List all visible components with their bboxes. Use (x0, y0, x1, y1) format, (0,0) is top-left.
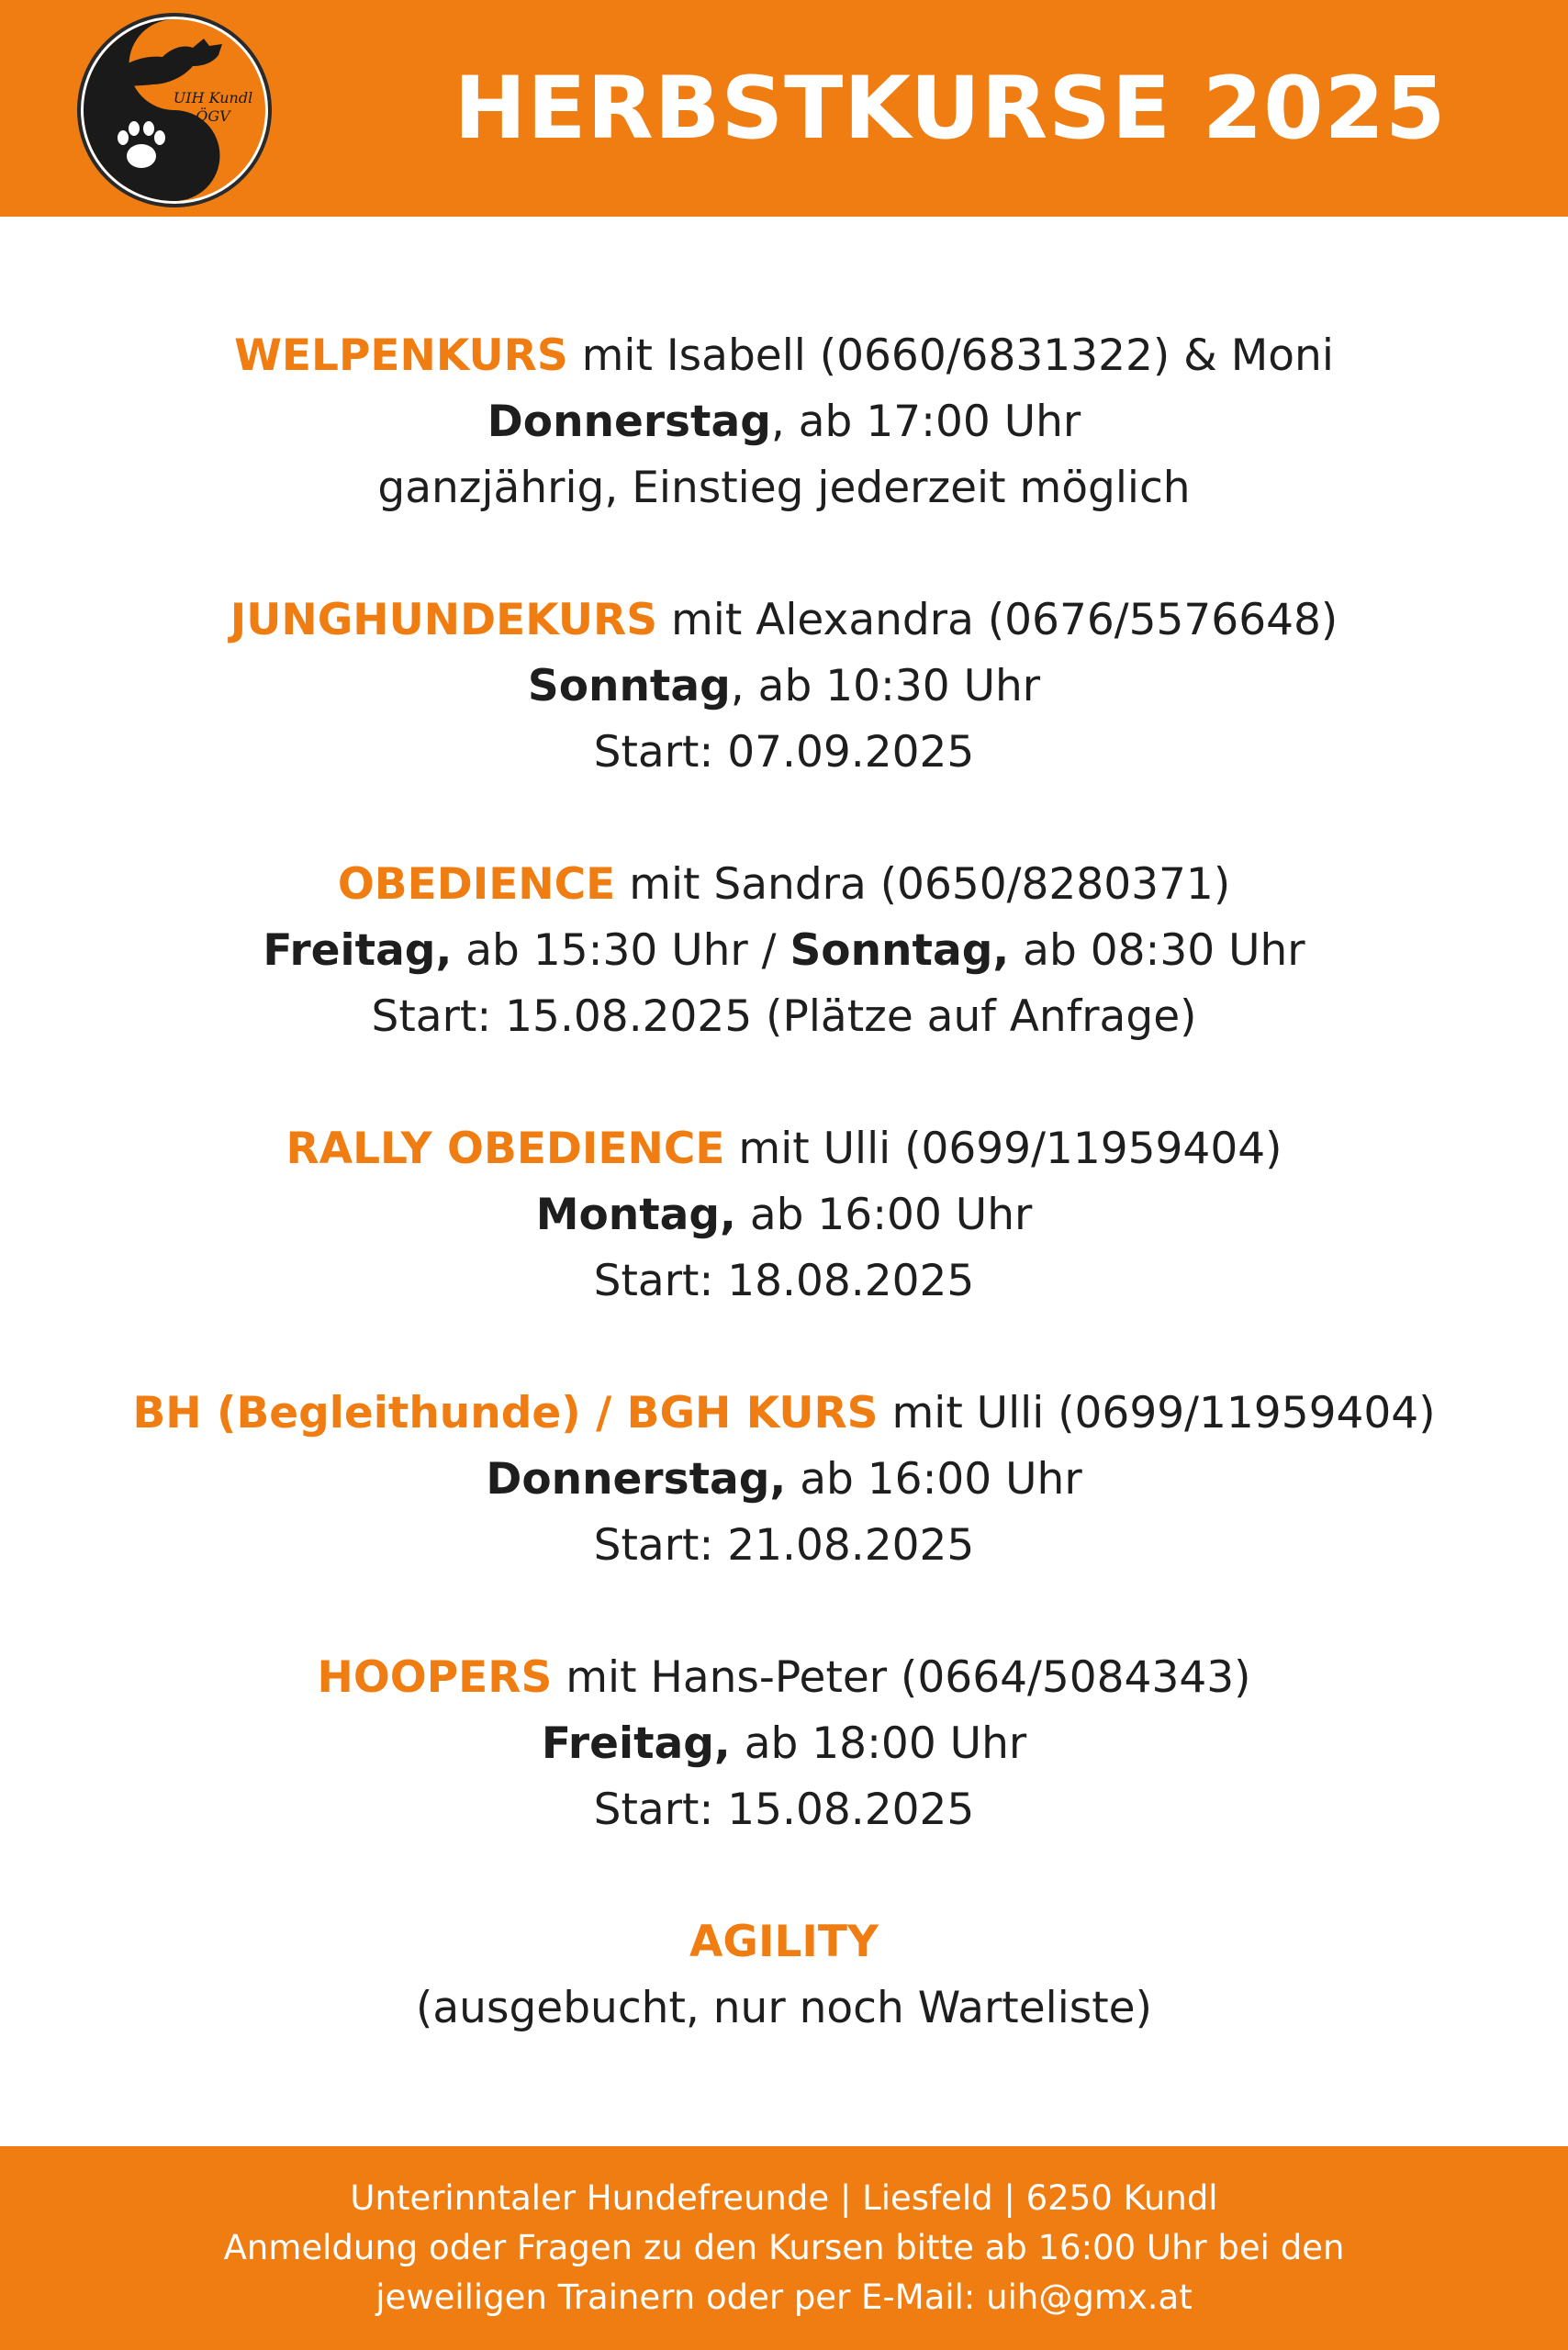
course-day: Sonntag (527, 661, 731, 711)
course-time: ab 18:00 Uhr (730, 1718, 1027, 1769)
course-note: Start: 15.08.2025 (Plätze auf Anfrage) (371, 991, 1197, 1042)
course-schedule (0, 1711, 1568, 1777)
course-bh-bgh (0, 1381, 1568, 1579)
course-note: Start: 18.08.2025 (593, 1256, 975, 1306)
course-time: ab 16:00 Uhr (735, 1190, 1033, 1240)
course-name: JUNGHUNDEKURS (230, 595, 658, 645)
course-junghundekurs (0, 588, 1568, 786)
course-heading (0, 323, 1568, 389)
course-heading (0, 1645, 1568, 1711)
page-title: HERBSTKURSE 2025 (454, 58, 1447, 159)
course-heading (0, 1116, 1568, 1182)
course-heading (0, 852, 1568, 918)
course-day: Montag, (535, 1190, 736, 1240)
course-schedule (0, 1447, 1568, 1513)
course-trainer: mit Ulli (0699/11959404) (724, 1124, 1282, 1174)
dog-paw-logo-icon (75, 11, 274, 209)
course-trainer: mit Sandra (0650/8280371) (615, 859, 1231, 910)
footer-address: Unterinntaler Hundefreunde | Liesfeld | 6250 Kundl (350, 2178, 1218, 2218)
course-name: HOOPERS (317, 1652, 553, 1703)
course-rally-obedience (0, 1116, 1568, 1315)
course-name: WELPENKURS (234, 330, 568, 381)
course-obedience (0, 852, 1568, 1050)
course-list (0, 323, 1568, 2108)
course-schedule (0, 918, 1568, 984)
course-time: , ab 17:00 Uhr (770, 397, 1081, 447)
course-trainer: mit Alexandra (0676/5576648) (657, 595, 1338, 645)
course-time: ab 16:00 Uhr (786, 1454, 1082, 1505)
course-name: BH (Begleithunde) / BGH KURS (132, 1388, 879, 1438)
course-time: , ab 10:30 Uhr (730, 661, 1041, 711)
course-day: Donnerstag, (486, 1454, 787, 1505)
course-note: Start: 15.08.2025 (593, 1785, 975, 1835)
course-hoopers (0, 1645, 1568, 1843)
course-name: AGILITY (689, 1917, 879, 1967)
course-heading (0, 588, 1568, 654)
footer-bar (0, 2146, 1568, 2350)
course-note: Start: 21.08.2025 (593, 1520, 975, 1571)
course-name: RALLY OBEDIENCE (286, 1124, 725, 1174)
course-day: Freitag, (541, 1718, 731, 1769)
header-bar (0, 0, 1568, 217)
course-trainer: mit Ulli (0699/11959404) (878, 1388, 1436, 1438)
footer-contact-line-2: jeweiligen Trainern oder per E-Mail: uih@gmx.at (375, 2277, 1193, 2317)
course-note: Start: 07.09.2025 (593, 727, 975, 778)
course-schedule (0, 389, 1568, 455)
course-note: ganzjährig, Einstieg jederzeit möglich (377, 463, 1191, 513)
course-heading (0, 1381, 1568, 1447)
course-day-2: Sonntag, (790, 925, 1010, 976)
footer-contact-line-1: Anmeldung oder Fragen zu den Kursen bitte ab 16:00 Uhr bei den (223, 2228, 1345, 2267)
course-time-2: ab 08:30 Uhr (1009, 925, 1305, 976)
svg-text:ÖGV: ÖGV (196, 107, 230, 125)
course-day: Donnerstag (487, 397, 771, 447)
course-day: Freitag, (263, 925, 453, 976)
course-trainer: mit Hans-Peter (0664/5084343) (552, 1652, 1251, 1703)
course-schedule (0, 654, 1568, 720)
course-name: OBEDIENCE (337, 859, 616, 910)
course-schedule (0, 1182, 1568, 1248)
course-trainer: mit Isabell (0660/6831322) & Moni (567, 330, 1334, 381)
course-welpenkurs (0, 323, 1568, 521)
course-time: ab 15:30 Uhr / (452, 925, 790, 976)
course-note: (ausgebucht, nur noch Warteliste) (416, 1983, 1152, 2033)
course-agility (0, 1909, 1568, 2042)
svg-text:UIH Kundl: UIH Kundl (173, 89, 253, 106)
